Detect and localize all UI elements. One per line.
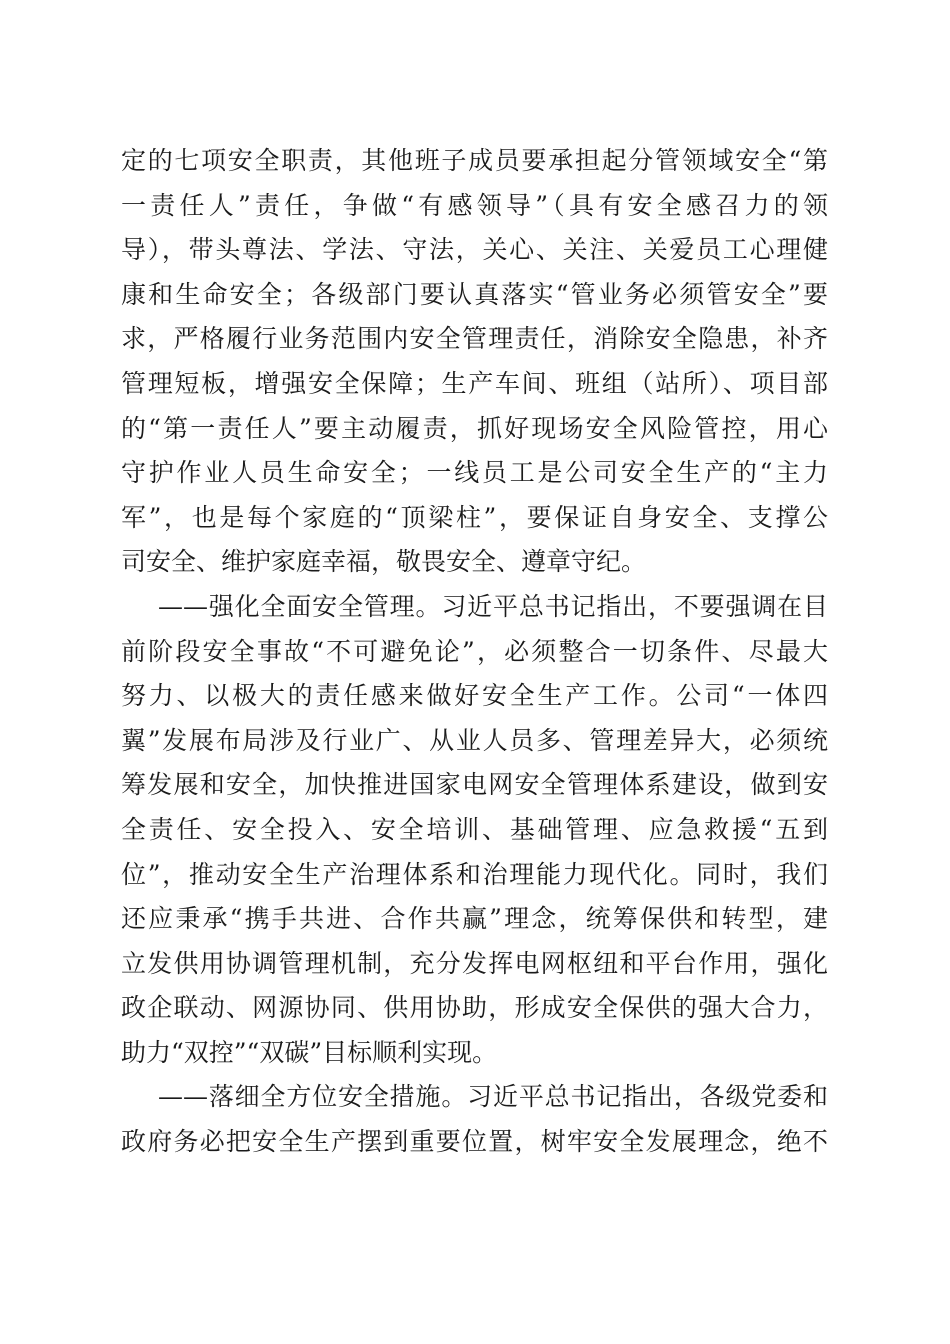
text-line: 努力、以极大的责任感来做好安全生产工作。公司“一体四 [121,681,828,711]
text-line: 助力“双控”“双碳”目标顺利实现。 [121,1037,498,1067]
text-line: 求，严格履行业务范围内安全管理责任，消除安全隐患，补齐 [121,324,828,354]
text-line: 导），带头尊法、学法、守法，关心、关注、关爱员工心理健 [121,235,828,265]
text-line: 的“第一责任人”要主动履责，抓好现场安全风险管控，用心 [121,413,828,443]
text-line: 政府务必把安全生产摆到重要位置，树牢安全发展理念，绝不 [121,1127,828,1157]
text-line: 军”，也是每个家庭的“顶梁柱”，要保证自身安全、支撑公 [121,502,828,532]
text-line: 位”，推动安全生产治理体系和治理能力现代化。同时，我们 [121,859,828,889]
text-line: 全责任、安全投入、安全培训、基础管理、应急救援“五到 [121,814,828,844]
text-line: 前阶段安全事故“不可避免论”，必须整合一切条件、尽最大 [121,636,828,666]
text-line: 一责任人”责任，争做“有感领导”（具有安全感召力的领 [121,190,828,220]
text-line: 定的七项安全职责，其他班子成员要承担起分管领域安全“第 [121,146,828,175]
text-line: ——强化全面安全管理。习近平总书记指出，不要强调在目 [158,591,828,621]
text-line: 翼”发展布局涉及行业广、从业人员多、管理差异大，必须统 [121,725,828,755]
text-line: 康和生命安全；各级部门要认真落实“管业务必须管安全”要 [121,279,828,309]
text-line: 立发供用协调管理机制，充分发挥电网枢纽和平台作用，强化 [121,948,828,978]
text-line: 还应秉承“携手共进、合作共赢”理念，统筹保供和转型，建 [121,904,828,934]
body-text [121,139,828,1165]
text-line: ——落细全方位安全措施。习近平总书记指出，各级党委和 [158,1082,828,1112]
text-line: 司安全、维护家庭幸福，敬畏安全、遵章守纪。 [121,547,647,577]
text-line: 守护作业人员生命安全；一线员工是公司安全生产的“主力 [121,458,828,488]
text-line: 筹发展和安全，加快推进国家电网安全管理体系建设，做到安 [121,770,828,800]
text-line: 政企联动、网源协同、供用协助，形成安全保供的强大合力， [121,993,828,1023]
text-line: 管理短板，增强安全保障；生产车间、班组（站所）、项目部 [121,368,828,398]
